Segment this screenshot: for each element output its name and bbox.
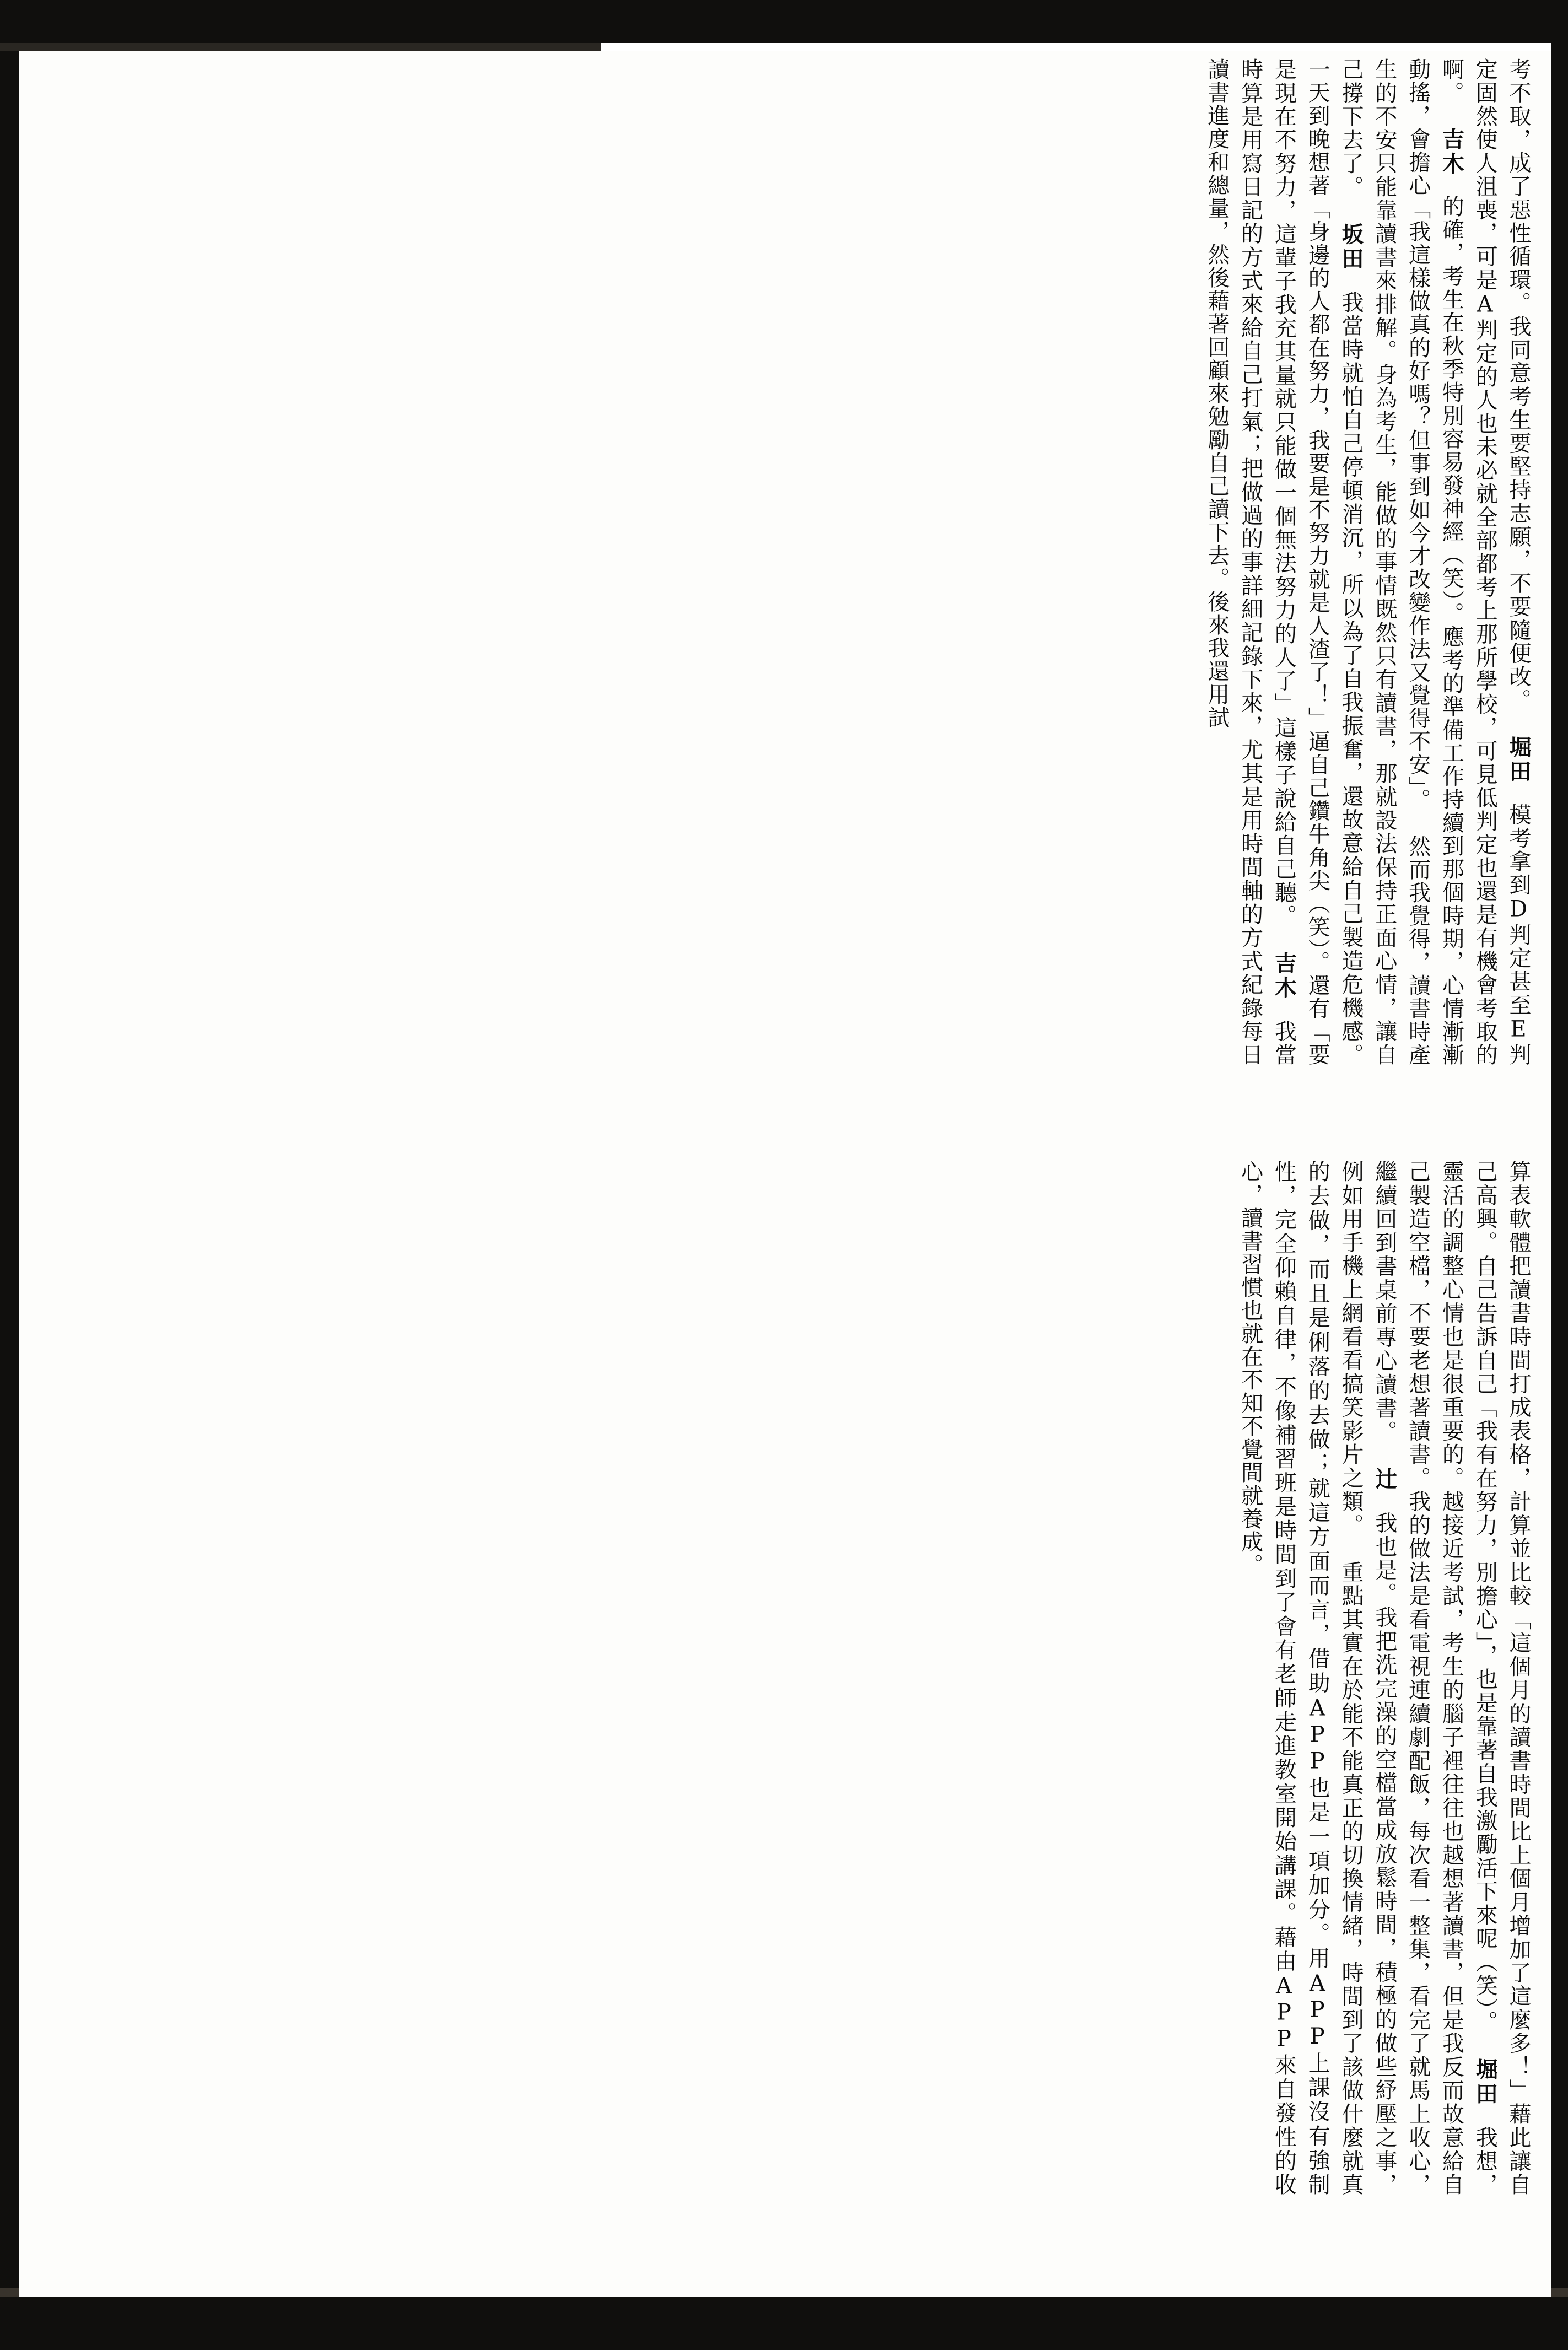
text-block-upper (52, 58, 1535, 1066)
paragraph-text: 然而我覺得，讀書時產生的不安只能靠讀書來排解。身為考生，能做的事情既然只有讀書，那就設法保持正面心情，讓自己撐下去了。 (1338, 58, 1431, 1067)
speaker-label: 堀田 (1506, 735, 1532, 784)
paragraph-text: 模考拿到D判定甚至E判定固然使人沮喪，可是A判定的人也未必就全部都考上那所學校，可見低判定也還是有機會考取的啊。 (1438, 58, 1531, 1067)
speaker-label: 吉木 (1271, 951, 1297, 1001)
paragraph-text: 考不取，成了惡性循環。我同意考生要堅持志願，不要隨便改。 (1506, 58, 1531, 712)
scan-edge-left (0, 0, 19, 2350)
paragraph (1506, 58, 1531, 712)
paragraph-text: 我當時就怕自己停頓消沉，所以為了自我振奮，還故意給自己製造危機感。一天到晚想著「身邊的人都在努力，我要是不努力就是人渣了！」逼自己鑽牛角尖（笑）。還有「要是現在不努力，這輩子我充其量就只能做一個無法努力的人了」這樣子說給自己聽。 (1271, 58, 1364, 1067)
paragraph-text: 我想，靈活的調整心情也是很重要的。越接近考試，考生的腦子裡往往也越想著讀書，但是我反而故意給自己製造空檔，不要老想著讀書。我的做法是看電視連續劇配飯，每次看一整集，看完了就馬上收心，繼續回到書桌前專心讀書。 (1371, 1160, 1498, 2197)
paragraph-text: 我也是。我把洗完澡的空檔當成放鬆時間，積極的做些紓壓之事，例如用手機上網看看搞笑影片之類。 (1338, 1160, 1397, 2197)
paragraph-text: 重點其實在於能不能真正的切換情緒，時間到了該做什麼就真的去做，而且是俐落的去做；就這方面而言，借助APP也是一項加分。用APP上課沒有強制性，完全仰賴自律，不像補習班是時間到了會有老師走進教室開始講課。藉由APP來自發性的收心，讀書習慣也就在不知不覺間就養成。 (1237, 1160, 1364, 2197)
paragraph-text: 算表軟體把讀書時間打成表格，計算並比較「這個月的讀書時間比上個月增加了這麼多！」藉此讓自己高興。自己告訴自己「我有在努力，別擔心」，也是靠著自我激勵活下來呢（笑）。 (1472, 1160, 1531, 2196)
paragraph-text: 的確，考生在秋季特別容易發神經（笑）。應考的準備工作持續到那個時期，心情漸漸動搖，會擔心「我這樣做真的好嗎？但事到如今才改變作法又覺得不安」。 (1405, 58, 1464, 1067)
speaker-label: 辻 (1371, 1467, 1398, 1492)
speaker-label: 堀田 (1472, 2057, 1499, 2107)
speaker-label: 坂田 (1338, 222, 1365, 272)
speaker-label: 吉木 (1438, 127, 1465, 176)
text-block-lower (52, 1160, 1535, 2196)
scan-edge-bottom (0, 2297, 1568, 2350)
scan-edge-right (1551, 0, 1568, 2350)
scan-edge-top (0, 0, 1568, 43)
scan-edge-top-secondary (0, 43, 601, 51)
paragraph-text: 我當時算是用寫日記的方式來給自己打氣；把做過的事詳細記錄下來，尤其是用時間軸的方式紀錄每日讀書進度和總量，然後藉著回顧來勉勵自己讀下去。後來我還用試 (1204, 58, 1297, 1067)
